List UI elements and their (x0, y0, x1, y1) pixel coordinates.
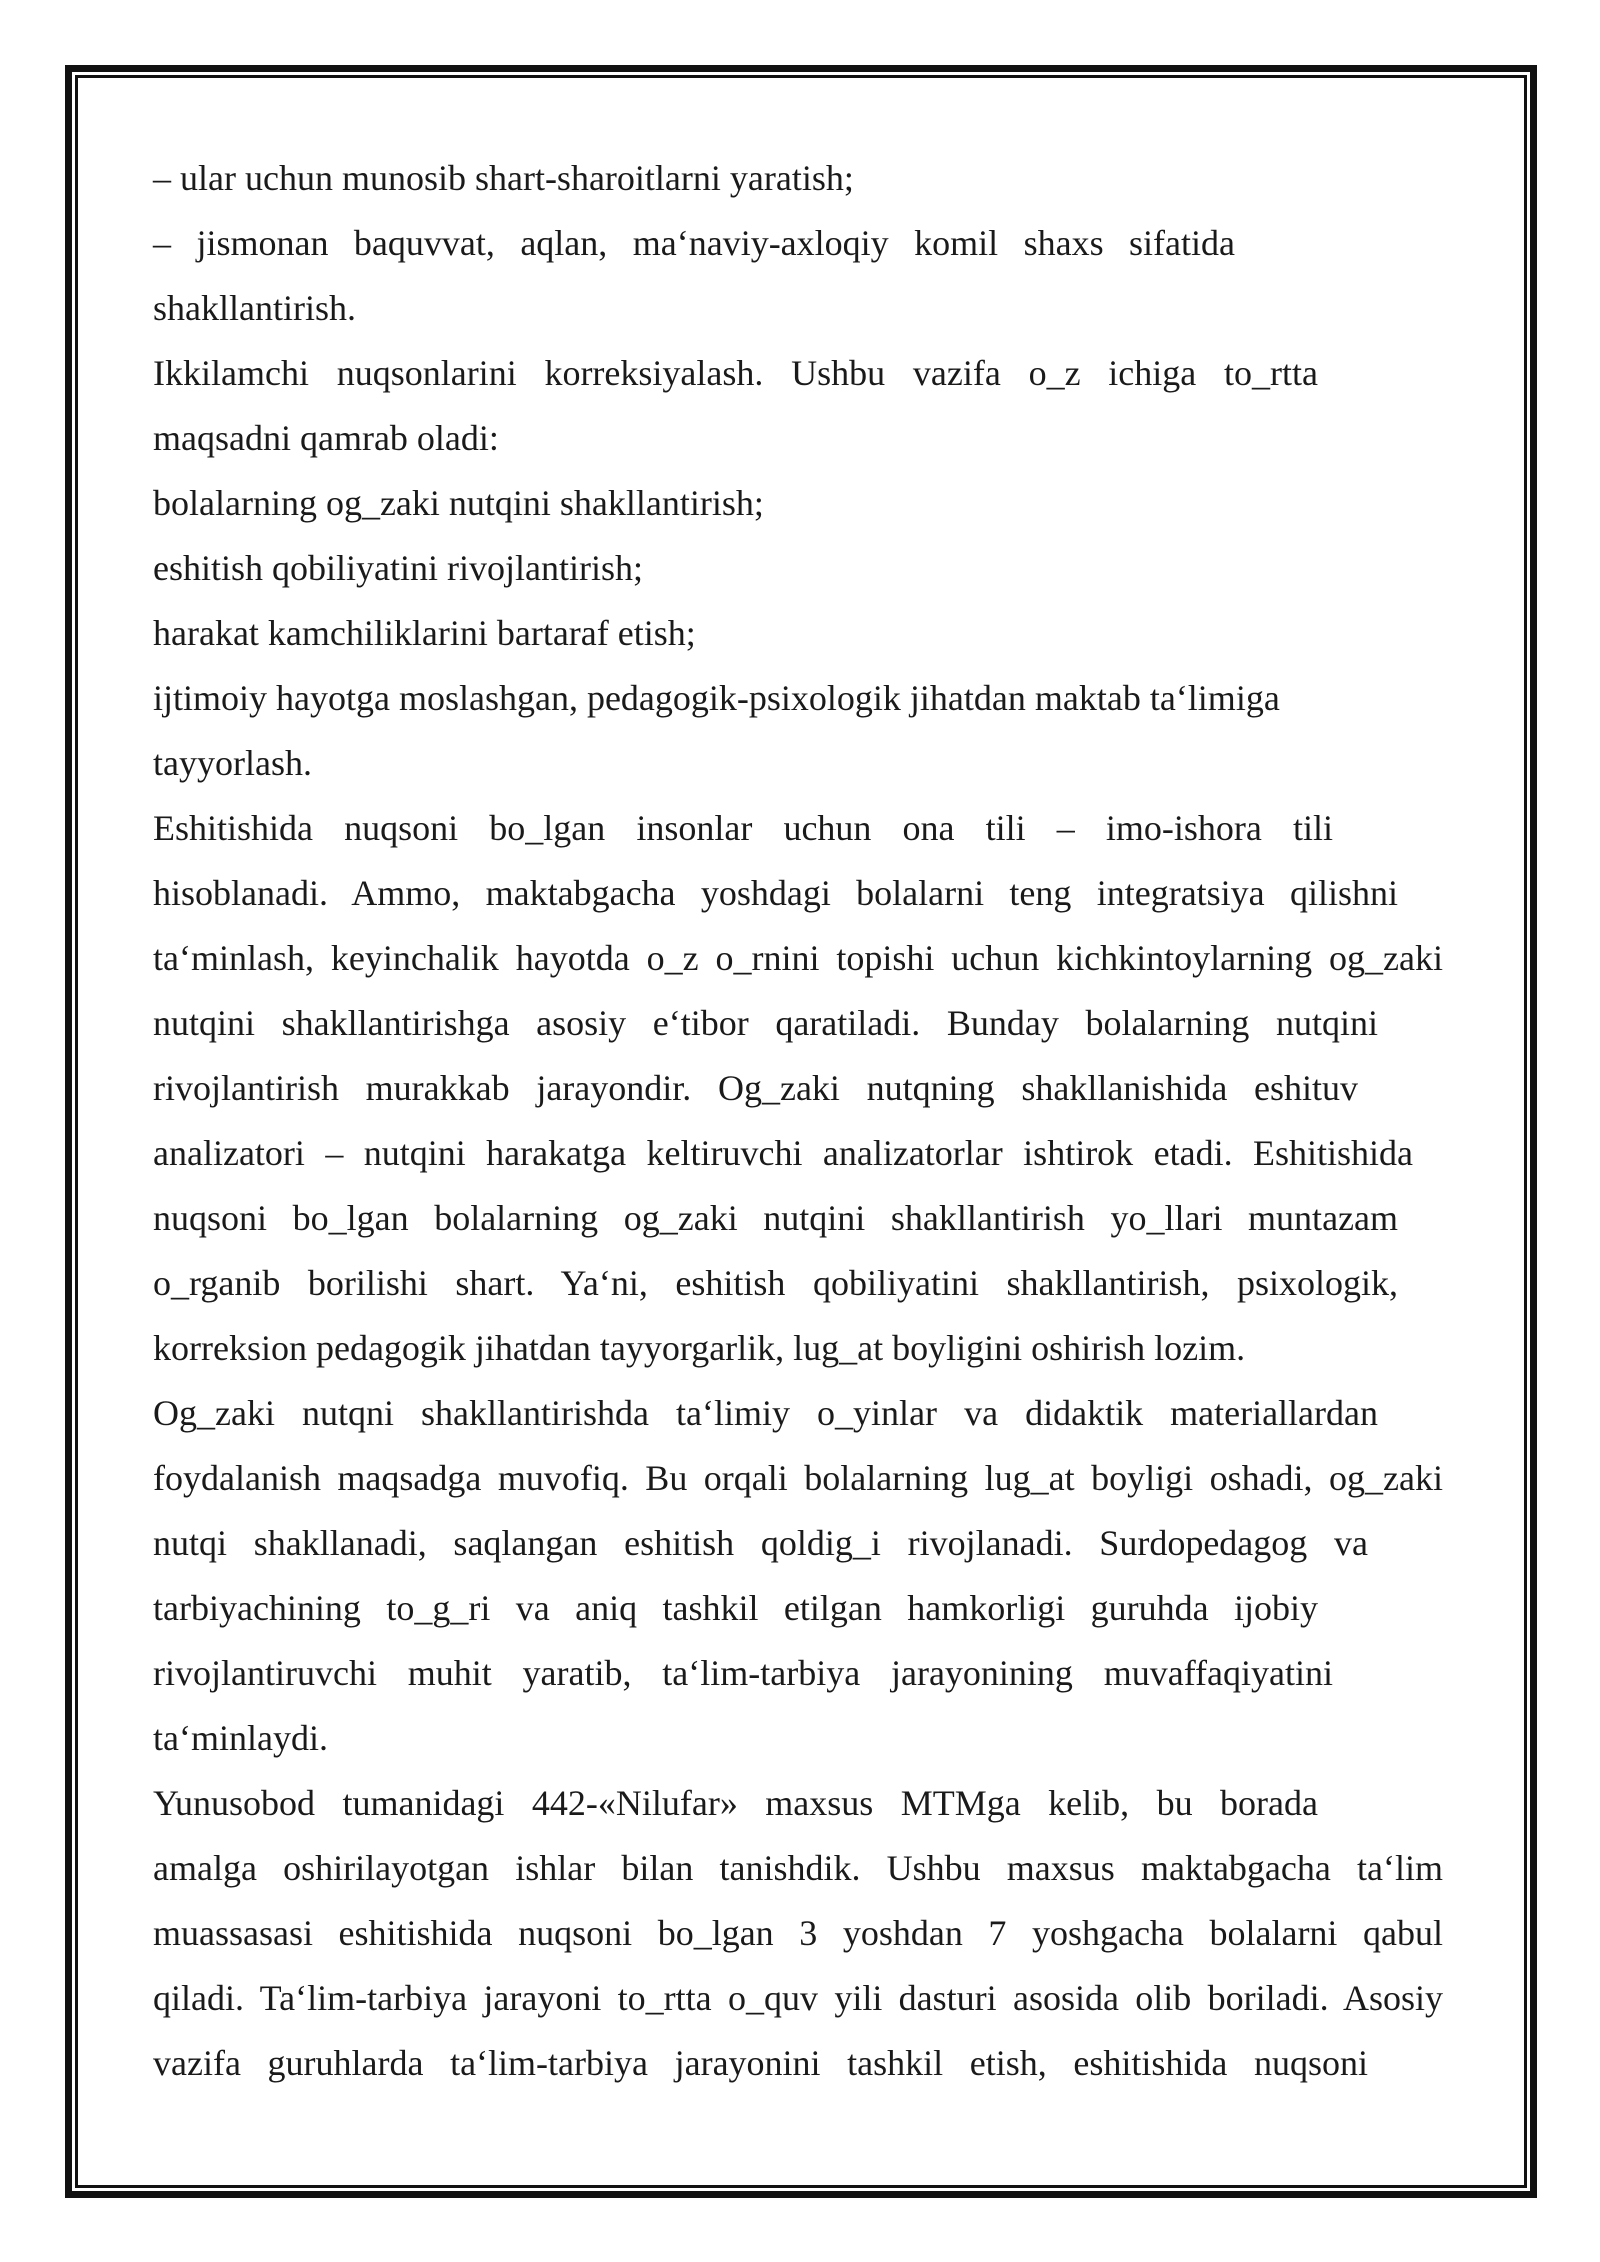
text-line: – ular uchun munosib shart-sharoitlarni yaratish; (153, 158, 854, 198)
text-line: Eshitishida nuqsoni bo_lgan insonlar uchun ona tili – imo-ishora tili (153, 808, 1333, 848)
text-line: ijtimoiy hayotga moslashgan, pedagogik-psixologik jihatdan maktab ta‘limiga (153, 678, 1280, 718)
text-line: analizatori – nutqini harakatga keltiruvchi analizatorlar ishtirok etadi. Eshitishida (153, 1133, 1413, 1173)
text-line: rivojlantirish murakkab jarayondir. Og_zaki nutqning shakllanishida eshituv (153, 1068, 1358, 1108)
text-line: hisoblanadi. Ammo, maktabgacha yoshdagi bolalarni teng integratsiya qilishni (153, 873, 1398, 913)
text-line: tarbiyachining to_g_ri va aniq tashkil etilgan hamkorligi guruhda ijobiy (153, 1588, 1318, 1628)
text-line: amalga oshirilayotgan ishlar bilan tanishdik. Ushbu maxsus maktabgacha ta‘lim (153, 1848, 1443, 1888)
text-line: nuqsoni bo_lgan bolalarning og_zaki nutqini shakllantirish yo_llari muntazam (153, 1198, 1398, 1238)
text-line: shakllantirish. (153, 288, 356, 328)
text-line: vazifa guruhlarda ta‘lim-tarbiya jarayonini tashkil etish, eshitishida nuqsoni (153, 2043, 1368, 2083)
text-line: eshitish qobiliyatini rivojlantirish; (153, 548, 643, 588)
text-line: ta‘minlash, keyinchalik hayotda o_z o_rnini topishi uchun kichkintoylarning og_zaki (153, 938, 1443, 978)
document-body (153, 146, 1443, 2096)
text-line: maqsadni qamrab oladi: (153, 418, 499, 458)
text-line: tayyorlash. (153, 743, 312, 783)
text-line: Yunusobod tumanidagi 442-«Nilufar» maxsus MTMga kelib, bu borada (153, 1783, 1318, 1823)
text-line: nutqi shakllanadi, saqlangan eshitish qoldig_i rivojlanadi. Surdopedagog va (153, 1523, 1368, 1563)
text-line: harakat kamchiliklarini bartaraf etish; (153, 613, 696, 653)
text-line: korreksion pedagogik jihatdan tayyorgarlik, lug_at boyligini oshirish lozim. (153, 1328, 1246, 1368)
text-line: Ikkilamchi nuqsonlarini korreksiyalash. Ushbu vazifa o_z ichiga to_rtta (153, 353, 1318, 393)
text-line: qiladi. Ta‘lim-tarbiya jarayoni to_rtta o_quv yili dasturi asosida olib boriladi. Asosiy (153, 1978, 1443, 2018)
text-line: bolalarning og_zaki nutqini shakllantirish; (153, 483, 764, 523)
text-line: o_rganib borilishi shart. Ya‘ni, eshitish qobiliyatini shakllantirish, psixologik, (153, 1263, 1398, 1303)
text-line: – jismonan baquvvat, aqlan, ma‘naviy-axloqiy komil shaxs sifatida (153, 223, 1235, 263)
text-line: muassasasi eshitishida nuqsoni bo_lgan 3 yoshdan 7 yoshgacha bolalarni qabul (153, 1913, 1443, 1953)
text-line: ta‘minlaydi. (153, 1718, 328, 1758)
text-line: nutqini shakllantirishga asosiy e‘tibor qaratiladi. Bunday bolalarning nutqini (153, 1003, 1378, 1043)
text-line: rivojlantiruvchi muhit yaratib, ta‘lim-tarbiya jarayonining muvaffaqiyatini (153, 1653, 1333, 1693)
text-line: foydalanish maqsadga muvofiq. Bu orqali bolalarning lug_at boyligi oshadi, og_zaki (153, 1458, 1443, 1498)
text-line: Og_zaki nutqni shakllantirishda ta‘limiy o_yinlar va didaktik materiallardan (153, 1393, 1378, 1433)
